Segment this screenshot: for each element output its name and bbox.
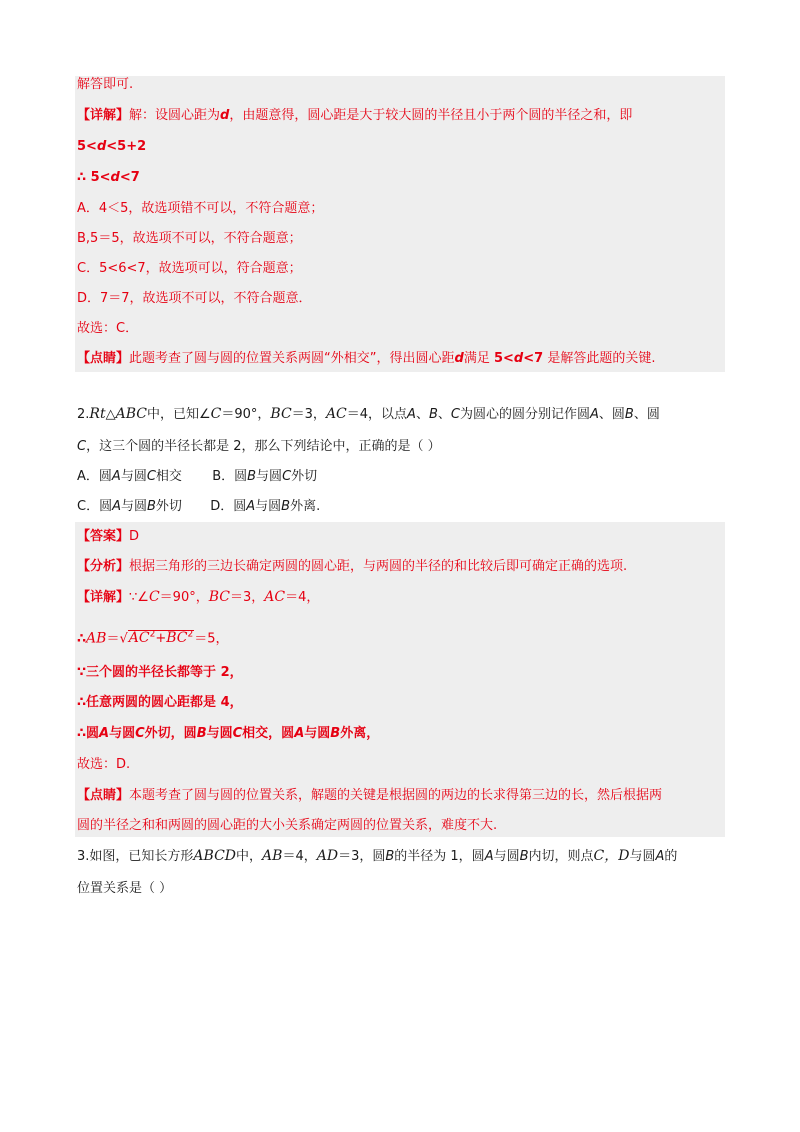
sol2-comment-2 bbox=[77, 817, 497, 835]
text: ∴任意两圆的圆心距都是 4， bbox=[77, 695, 243, 710]
text: ＝90°， bbox=[159, 590, 209, 605]
point: B bbox=[247, 469, 257, 484]
math: AB bbox=[262, 848, 283, 864]
var-d: d bbox=[110, 170, 120, 185]
point: A bbox=[111, 469, 121, 484]
text: 本题考查了圆与圆的位置关系，解题的关键是根据圆的两边的长求得第三边的长，然后根据两 bbox=[129, 788, 663, 803]
text: ，由题意得，圆心距是大于较大圆的半径且小于两个圆的半径之和，即 bbox=[229, 108, 633, 123]
text: 与圆 bbox=[206, 726, 233, 741]
text: ＝3， bbox=[291, 407, 326, 422]
because-symbol: ∵ bbox=[129, 590, 138, 605]
text: ＝90°， bbox=[221, 407, 271, 422]
sol1-line-6 bbox=[77, 230, 302, 248]
sep: 、 bbox=[437, 407, 451, 422]
text: ＝3， bbox=[229, 590, 265, 605]
text: + bbox=[155, 631, 167, 647]
text: 与圆 bbox=[256, 469, 283, 484]
text: ∴ 5< bbox=[77, 170, 111, 185]
text: D．圆 bbox=[210, 499, 247, 514]
option-d bbox=[210, 499, 320, 514]
analysis-tag: 【分析】 bbox=[77, 559, 130, 574]
q2-options-row-2 bbox=[77, 498, 320, 516]
text: <5+2 bbox=[106, 139, 147, 154]
angle-symbol: ∠ bbox=[137, 590, 149, 605]
text: 与圆 bbox=[109, 726, 136, 741]
text: ＝4，以点 bbox=[346, 407, 408, 422]
point: A bbox=[112, 499, 121, 514]
point: B bbox=[281, 499, 291, 514]
text: 与圆 bbox=[629, 849, 656, 864]
text: 5< bbox=[493, 351, 514, 366]
q3-line-1 bbox=[77, 847, 677, 866]
point: C bbox=[146, 469, 156, 484]
sol1-line-5 bbox=[77, 200, 323, 218]
text: 是解答此题的关键. bbox=[547, 351, 656, 366]
point: B bbox=[519, 849, 529, 864]
sol1-line-4 bbox=[77, 169, 140, 187]
text: 5< bbox=[77, 139, 97, 154]
text: ＝5， bbox=[194, 631, 229, 647]
sol2-detail-1 bbox=[77, 588, 319, 607]
text: 中， bbox=[236, 849, 263, 864]
q3-line-2 bbox=[77, 880, 172, 898]
question-number: 2. bbox=[77, 407, 90, 422]
point-A: A bbox=[407, 407, 416, 422]
text: C．圆 bbox=[77, 499, 113, 514]
option-b bbox=[212, 469, 317, 484]
text: ＝4， bbox=[285, 590, 320, 605]
text: ＝4， bbox=[282, 849, 317, 864]
text: B,5＝5，故选项不可以，不符合题意； bbox=[77, 231, 302, 246]
math: BC bbox=[166, 630, 188, 647]
var-d: d bbox=[513, 351, 524, 366]
text: 与圆 bbox=[120, 499, 147, 514]
sol2-detail-6 bbox=[77, 756, 130, 774]
sol2-detail-5 bbox=[77, 725, 379, 743]
text: 内切，则点 bbox=[528, 849, 594, 864]
text: 外离. bbox=[290, 499, 321, 514]
text: 外切 bbox=[291, 469, 318, 484]
question-number: 3. bbox=[77, 849, 90, 864]
sol1-line-8 bbox=[77, 290, 312, 308]
math: C bbox=[210, 406, 222, 422]
text: 相交 bbox=[155, 469, 182, 484]
comment-tag: 【点睛】 bbox=[77, 788, 130, 803]
point: C bbox=[282, 469, 292, 484]
text: 此题考查了圆与圆的位置关系两圆“外相交”，得出圆心距 bbox=[129, 351, 455, 366]
math: C，D bbox=[593, 848, 630, 864]
math: AD bbox=[316, 848, 339, 864]
text: 位置关系是（ ） bbox=[77, 881, 173, 896]
angle-symbol: ∠ bbox=[198, 407, 211, 422]
text: ＝3，圆 bbox=[338, 849, 386, 864]
point-C: C bbox=[450, 407, 460, 422]
sol1-line-9 bbox=[77, 320, 138, 338]
point: B bbox=[196, 726, 207, 741]
math: AC bbox=[128, 630, 150, 647]
math: ABC bbox=[115, 406, 147, 422]
text: A．圆 bbox=[77, 469, 112, 484]
math: AC bbox=[264, 589, 286, 605]
sol1-line-2 bbox=[77, 107, 632, 125]
sol2-analysis bbox=[77, 558, 627, 576]
text: 根据三角形的三边长确定两圆的圆心距，与两圆的半径的和比较后即可确定正确的选项. bbox=[129, 559, 628, 574]
sol1-line-1 bbox=[77, 76, 133, 94]
point-A: A bbox=[590, 407, 599, 422]
text: 满足 bbox=[463, 351, 490, 366]
option-a bbox=[77, 469, 182, 484]
text: ＝ bbox=[106, 631, 120, 647]
point-B: B bbox=[624, 407, 634, 422]
q2-options-row-1 bbox=[77, 468, 317, 486]
point: C bbox=[232, 726, 243, 741]
text: 相交，圆 bbox=[242, 726, 295, 741]
text: ∵三个圆的半径长都等于 2， bbox=[77, 665, 243, 680]
point: A bbox=[655, 849, 665, 864]
text: 、圆 bbox=[598, 407, 625, 422]
exponent: 2 bbox=[149, 630, 156, 640]
text: 如图，已知长方形 bbox=[89, 849, 194, 864]
math: ABCD bbox=[193, 848, 237, 864]
math: BC bbox=[208, 589, 230, 605]
sep: 、 bbox=[415, 407, 429, 422]
option-c bbox=[77, 499, 182, 514]
sqrt: $√AC^2+BC^2$ bbox=[119, 630, 194, 647]
text: B．圆 bbox=[212, 469, 248, 484]
sol2-detail-2 bbox=[77, 626, 229, 648]
math: Rt bbox=[89, 406, 106, 422]
text: ，这三个圆的半径长都是 2，那么下列结论中，正确的是（ ） bbox=[86, 439, 441, 454]
point-B: B bbox=[428, 407, 438, 422]
answer-tag: 【答案】 bbox=[77, 529, 130, 544]
text: 与圆 bbox=[120, 469, 147, 484]
sol2-detail-3 bbox=[77, 664, 243, 682]
point: A bbox=[99, 726, 110, 741]
point: A bbox=[484, 849, 494, 864]
text: 与圆 bbox=[493, 849, 520, 864]
text: 中，已知 bbox=[146, 407, 199, 422]
text: <7 bbox=[523, 351, 544, 366]
answer: D bbox=[129, 529, 140, 544]
comment-tag: 【点睛】 bbox=[77, 351, 130, 366]
math: C bbox=[148, 589, 160, 605]
text: 与圆 bbox=[304, 726, 331, 741]
var-d: d bbox=[96, 139, 107, 154]
exponent: 2 bbox=[187, 630, 194, 640]
text: 的 bbox=[664, 849, 678, 864]
sol1-line-10 bbox=[77, 350, 655, 368]
text: 故选：D. bbox=[77, 757, 131, 772]
therefore-symbol: ∴ bbox=[77, 631, 87, 647]
math: AC bbox=[325, 406, 347, 422]
triangle-symbol: △ bbox=[105, 407, 116, 422]
math: BC bbox=[270, 406, 292, 422]
point-C: C bbox=[77, 439, 87, 454]
text: C．5<6<7，故选项可以，符合题意； bbox=[77, 261, 302, 276]
point: A bbox=[246, 499, 256, 514]
text: 为圆心的圆分别记作圆 bbox=[459, 407, 590, 422]
sol2-detail-4 bbox=[77, 694, 243, 712]
sol2-answer bbox=[77, 528, 139, 546]
text: 、圆 bbox=[633, 407, 660, 422]
math: AB bbox=[86, 630, 107, 647]
detail-tag: 【详解】 bbox=[77, 108, 130, 123]
var-d: d bbox=[454, 351, 464, 366]
sol1-line-3 bbox=[77, 138, 146, 156]
point: C bbox=[135, 726, 145, 741]
sol1-line-7 bbox=[77, 260, 302, 278]
text: 解：设圆心距为 bbox=[129, 108, 221, 123]
point: B bbox=[385, 849, 395, 864]
text: <7 bbox=[119, 170, 140, 185]
point: B bbox=[330, 726, 341, 741]
text: 外离， bbox=[340, 726, 380, 741]
text: 外切 bbox=[155, 499, 182, 514]
text: 与圆 bbox=[255, 499, 282, 514]
point: B bbox=[147, 499, 156, 514]
text: 圆的半径之和和两圆的圆心距的大小关系确定两圆的位置关系，难度不大. bbox=[77, 818, 498, 833]
sol2-comment-1 bbox=[77, 787, 662, 805]
text: 故选：C． bbox=[77, 321, 139, 336]
detail-tag: 【详解】 bbox=[77, 590, 130, 605]
q2-line-2 bbox=[77, 438, 441, 456]
var-d: d bbox=[220, 108, 230, 123]
text: 解答即可. bbox=[77, 77, 134, 92]
q2-line-1 bbox=[77, 405, 660, 424]
point: A bbox=[294, 726, 305, 741]
text: 的半径为 1，圆 bbox=[394, 849, 485, 864]
text: A．4＜5，故选项错不可以，不符合题意； bbox=[77, 201, 324, 216]
text: 外切，圆 bbox=[144, 726, 197, 741]
text: ∴圆 bbox=[77, 726, 100, 741]
text: D．7＝7，故选项不可以，不符合题意． bbox=[77, 291, 312, 306]
